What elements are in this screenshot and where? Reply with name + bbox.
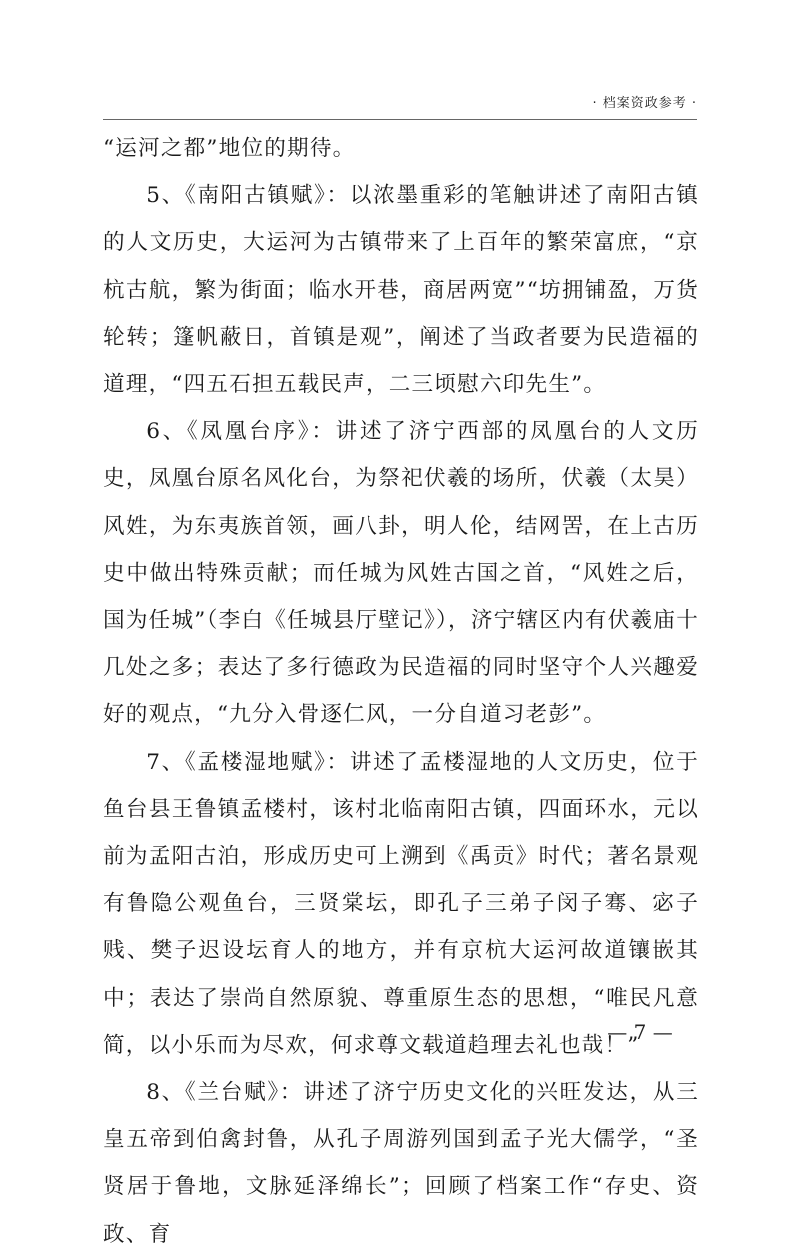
paragraph-item-7: 7、《孟楼湿地赋》：讲述了孟楼湿地的人文历史，位于鱼台县王鲁镇孟楼村，该村北临南阳古镇，四面环水，元以前为孟阳古泊，形成历史可上溯到《禹贡》时代；著名景观有鲁隐公观鱼台，三贤棠坛，即孔子三弟子闵子骞、宓子贱、樊子迟设坛育人的地方，并有京杭大运河故道镶嵌其中；表达了崇尚自然原貌、尊重原生态的思想，“唯民凡意简，以小乐而为尽欢，何求尊文载道趋理去礼也哉！” [103,749,699,1058]
paragraph-continuation: “运河之都”地位的期待。 [103,136,356,161]
running-header: · 档案资政参考 · [592,96,697,111]
paragraph-item-6: 6、《凤凰台序》：讲述了济宁西部的凤凰台的人文历史，凤凰台原名风化台，为祭祀伏羲的场所，伏羲（太昊）风姓，为东夷族首领，画八卦，明人伦，结网罟，在上古历史中做出特殊贡献；而任城为风姓古国之首，“风姓之后，国为任城”（李白《任城县厅壁记》），济宁辖区内有伏羲庙十几处之多；表达了多行德政为民造福的同时坚守个人兴趣爱好的观点，“九分入骨逐仁风，一分自道习老彭”。 [103,419,699,728]
paragraph-item-8: 8、《兰台赋》：讲述了济宁历史文化的兴旺发达，从三皇五帝到伯禽封鲁，从孔子周游列国到孟子光大儒学，“圣贤居于鲁地，文脉延泽绵长”；回顾了档案工作“存史、资政、育 [103,1080,699,1247]
body-text [103,125,699,1258]
page-number: — 7 — [607,1020,673,1044]
paragraph-item-5: 5、《南阳古镇赋》：以浓墨重彩的笔触讲述了南阳古镇的人文历史，大运河为古镇带来了上百年的繁荣富庶，“京杭古航，繁为街面；临水开巷，商居两宽”“坊拥铺盈，万货轮转；篷帆蔽日，首镇是观”，阐述了当政者要为民造福的道理，“四五石担五载民声，二三顷慰六印先生”。 [103,183,699,398]
header-rule [103,119,697,120]
